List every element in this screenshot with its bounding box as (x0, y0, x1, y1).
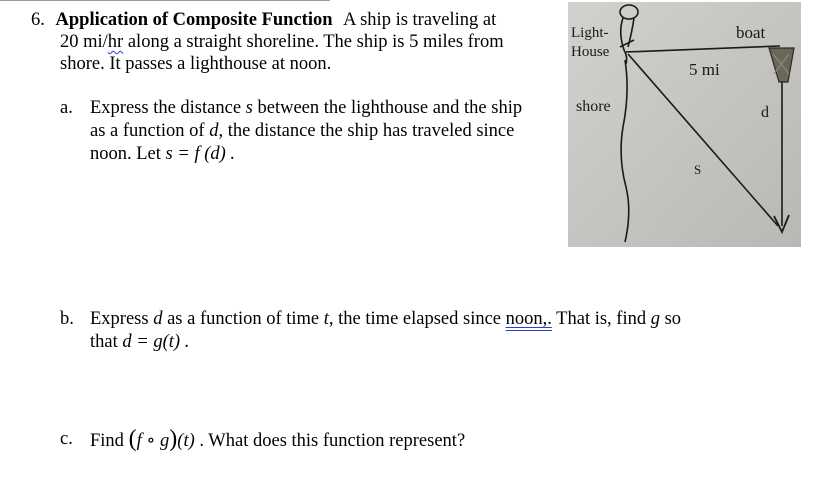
problem-intro-1: A ship is traveling at (343, 10, 497, 30)
figure-drawing (568, 2, 801, 247)
equation-s-f-d: s = f (d) . (165, 144, 236, 164)
paren-open: ( (128, 426, 137, 452)
part-a-text: between the lighthouse and the ship (252, 98, 523, 118)
noon-underlined: noon,. (505, 309, 552, 329)
part-b-line-2 (90, 331, 189, 353)
part-c-letter: c. (60, 429, 73, 449)
arg-t: (t) (177, 431, 195, 451)
label-d: d (761, 104, 769, 121)
label-light: Light- (571, 25, 609, 41)
part-a-text: Express the distance (90, 98, 246, 118)
problem-line-3: shore. It passes a lighthouse at noon. (60, 54, 332, 74)
var-g: g (160, 431, 170, 451)
var-f: f (136, 431, 142, 451)
part-c-text: . What does this function represent? (194, 431, 466, 451)
part-a-text: noon. Let (90, 144, 166, 164)
part-b-text: Express (90, 309, 154, 329)
label-5mi: 5 mi (689, 60, 720, 79)
top-rule (0, 0, 330, 1)
var-d: d (153, 309, 163, 329)
var-t: t (323, 309, 329, 329)
intro-shoreline: along a straight shoreline. The ship is 5 miles from (123, 32, 504, 52)
part-a-line-3 (90, 143, 235, 165)
label-house: House (571, 44, 610, 60)
part-b-text: so (659, 309, 682, 329)
part-b-text: as a function of time (162, 309, 324, 329)
compose-symbol: ∘ (141, 431, 161, 451)
part-c-line (90, 426, 465, 454)
problem-line-2 (60, 31, 504, 53)
problem-title: Application of Composite Function (55, 10, 333, 30)
part-b-text: That is, find (551, 309, 651, 329)
intro-hr: hr (107, 32, 124, 52)
part-a-line-2 (90, 120, 514, 142)
intro-speed: 20 mi/ (60, 32, 108, 52)
part-a-text: as a function of (90, 121, 210, 141)
var-g: g (650, 309, 660, 329)
problem-line-1 (31, 9, 496, 31)
label-boat: boat (736, 23, 766, 42)
problem-number: 6. (31, 10, 45, 30)
part-c-text: Find (90, 431, 129, 451)
lighthouse-figure (568, 2, 801, 247)
label-shore: shore (576, 98, 611, 115)
label-s: S (694, 162, 702, 177)
var-d: d (209, 121, 219, 141)
equation-d-g-t: d = g(t) . (122, 332, 190, 352)
part-a-text: , the distance the ship has traveled since (218, 121, 515, 141)
var-s: s (245, 98, 253, 118)
part-b-letter: b. (60, 309, 74, 329)
part-b-text: that (90, 332, 123, 352)
part-a-line-1 (90, 97, 522, 119)
paren-close: ) (169, 426, 178, 452)
part-b-text: , the time elapsed since (328, 309, 506, 329)
part-b-line-1 (90, 308, 681, 330)
part-a-letter: a. (60, 98, 73, 118)
